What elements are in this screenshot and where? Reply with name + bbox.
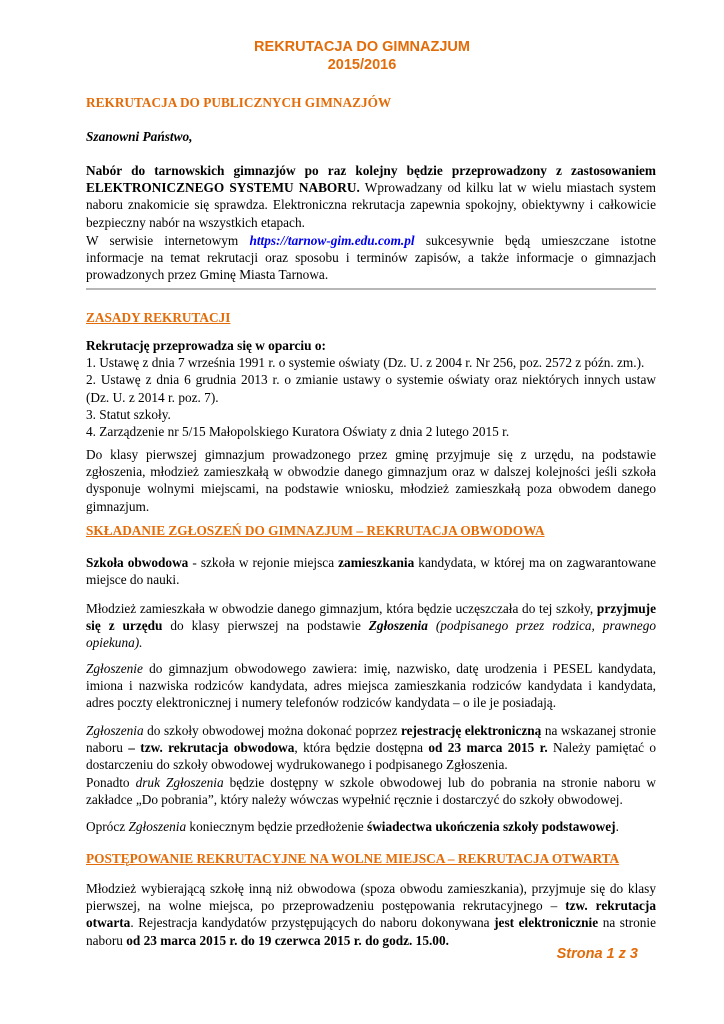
district-t2: kandydata, w której ma on zagwarantowane miejsce do nauki.: [86, 555, 656, 588]
title-line-1: REKRUTACJA DO GIMNAZJUM: [254, 39, 470, 55]
service-post: sukcesywnie będą umieszczane istotne informacje na temat rekrutacji oraz sposobu i terminów zapisów, a także informacje o gimnazjach prowadzonych przez Gminę Miasta Tarnowa.: [86, 233, 656, 283]
basis-item: 2. Ustawę z dnia 6 grudnia 2013 r. o zmianie ustawy o systemie oświaty oraz niektórych innych ustaw (Dz. U. z 2014 r. poz. 7).: [86, 372, 656, 405]
form-t: do gimnazjum obwodowego zawiera: imię, nazwisko, datę urodzenia i PESEL kandydata, imiona i nazwiska rodziców kandydata, adres miejsca zamieszkania rodziców kandydata i kandydata, adres poczty elektronicznej i numery telefonów rodziców kandydata – o ile je posiadają.: [86, 661, 656, 711]
district-t1: - szkoła w rejonie miejsca: [188, 555, 339, 570]
section-divider: [86, 288, 656, 290]
service-link[interactable]: https://tarnow-gim.edu.com.pl: [249, 233, 415, 248]
intro-paragraph: [86, 162, 656, 231]
open-b3: od 23 marca 2015 r. do 19 czerwca 2015 r. do godz. 15.00.: [126, 932, 449, 948]
reg-t2: na wskazanej stronie naboru: [86, 723, 656, 756]
service-pre: W serwisie internetowym: [86, 233, 250, 248]
page-number: Strona 1 z 3: [556, 946, 638, 962]
section-heading-open: POSTĘPOWANIE REKRUTACYJNE NA WOLNE MIEJSCA – REKRUTACJA OTWARTA: [86, 851, 620, 866]
page-title: [0, 38, 724, 74]
print-t1: Ponadto: [86, 775, 136, 790]
intro-rest: Wprowadzany od kilku lat w wielu miastach system naboru znakomicie się sprawdza. Elektroniczna rekrutacja zapewnia spokojny, obiektywny i całkowicie bezpieczny nabór na wszystkich etapach.: [86, 180, 656, 230]
reg-t4: Należy pamiętać o dostarczeniu do szkoły obwodowej wydrukowanego i podpisanego Zgłoszenia.: [86, 740, 656, 773]
reg-b3: od 23 marca 2015 r.: [428, 740, 548, 756]
section-heading-rules: ZASADY REKRUTACJI: [86, 310, 231, 325]
form-i: Zgłoszenie: [86, 661, 143, 676]
youth-t2: do klasy pierwszej na podstawie: [162, 618, 369, 634]
open-t2: . Rejestracja kandydatów przystępujących do naboru dokonywana: [130, 915, 495, 931]
reg-t1: do szkoły obwodowej można dokonać poprzez: [143, 723, 401, 738]
district-b1: Szkoła obwodowa: [86, 555, 189, 570]
open-b1: tzw. rekrutacja otwarta: [86, 898, 656, 931]
district-b2: zamieszkania: [338, 555, 415, 570]
basis-heading: Rekrutację przeprowadza się w oparciu o:: [86, 338, 326, 353]
basis-item: 4. Zarządzenie nr 5/15 Małopolskiego Kuratora Oświaty z dnia 2 lutego 2015 r.: [86, 424, 510, 440]
youth-bi: Zgłoszenia: [368, 618, 428, 634]
greeting: Szanowni Państwo,: [86, 129, 193, 144]
basis-item: 1. Ustawę z dnia 7 września 1991 r. o systemie oświaty (Dz. U. z 2004 r. Nr 256, poz. 2572 z późn. zm.).: [86, 355, 645, 371]
reg-b1: rejestrację elektroniczną: [400, 723, 542, 738]
certificate-paragraph: [86, 818, 656, 835]
print-t2: będzie dostępny w szkole obwodowej lub do pobrania na stronie naboru w zakładce „Do pobrania”, który należy wówczas wypełnić ręcznie i dostarczyć do szkoły obwodowej.: [86, 775, 657, 808]
service-paragraph: [86, 232, 656, 284]
intro-bold: Nabór do tarnowskich gimnazjów po raz kolejny będzie przeprowadzony z zastosowaniem ELEKTRONICZNEGO SYSTEMU NABORU.: [86, 163, 656, 196]
reg-b2: – tzw. rekrutacja obwodowa: [128, 740, 295, 756]
youth-b1: przyjmuje się z urzędu: [86, 601, 656, 634]
cert-b: świadectwa ukończenia szkoły podstawowej: [367, 819, 616, 834]
cert-t2: koniecznym będzie przedłożenie: [186, 819, 368, 834]
youth-paragraph: [86, 600, 656, 652]
cert-i: Zgłoszenia: [128, 819, 187, 834]
youth-t1: Młodzież zamieszkała w obwodzie danego gimnazjum, która będzie uczęszczała do tej szkoły,: [86, 601, 597, 616]
title-line-2: 2015/2016: [327, 57, 397, 73]
registration-paragraph: [86, 722, 656, 774]
reg-i: Zgłoszenia: [86, 723, 144, 738]
basis-block: [86, 337, 656, 440]
section-heading-public: REKRUTACJA DO PUBLICZNYCH GIMNAZJÓW: [86, 95, 392, 110]
reg-t3: , która będzie dostępna: [294, 740, 429, 756]
cert-t3: .: [615, 819, 619, 834]
open-t1: Młodzież wybierającą szkołę inną niż obwodowa (spoza obwodu zamieszkania), przyjmuje się do klasy pierwszej, na wolne miejsca, po przeprowadzeniu postępowania rekrutacyjnego –: [86, 881, 656, 914]
section-heading-district: SKŁADANIE ZGŁOSZEŃ DO GIMNAZJUM – REKRUTACJA OBWODOWA: [86, 523, 545, 538]
print-paragraph: [86, 774, 656, 808]
print-i: druk Zgłoszenia: [135, 775, 224, 790]
form-paragraph: [86, 660, 656, 712]
basis-item: 3. Statut szkoły.: [86, 406, 171, 422]
admission-paragraph: Do klasy pierwszej gimnazjum prowadzonego przez gminę przyjmuje się z urzędu, na podstawie zgłoszenia, młodzież zamieszkałą w obwodzie danego gimnazjum oraz w dalszej kolejności jeśli szkoła dysponuje wolnymi miejscami, na podstawie wniosku, młodzież zamieszkałą poza obwodem danego gimnazjum.: [86, 447, 656, 514]
open-t3: na stronie naboru: [86, 915, 656, 948]
open-b2: jest elektronicznie: [494, 915, 599, 931]
district-school-paragraph: [86, 554, 656, 588]
open-recruitment-paragraph: [86, 880, 656, 949]
youth-i: (podpisanego przez rodzica, prawnego opiekuna).: [86, 618, 656, 651]
cert-t1: Oprócz: [86, 819, 129, 834]
